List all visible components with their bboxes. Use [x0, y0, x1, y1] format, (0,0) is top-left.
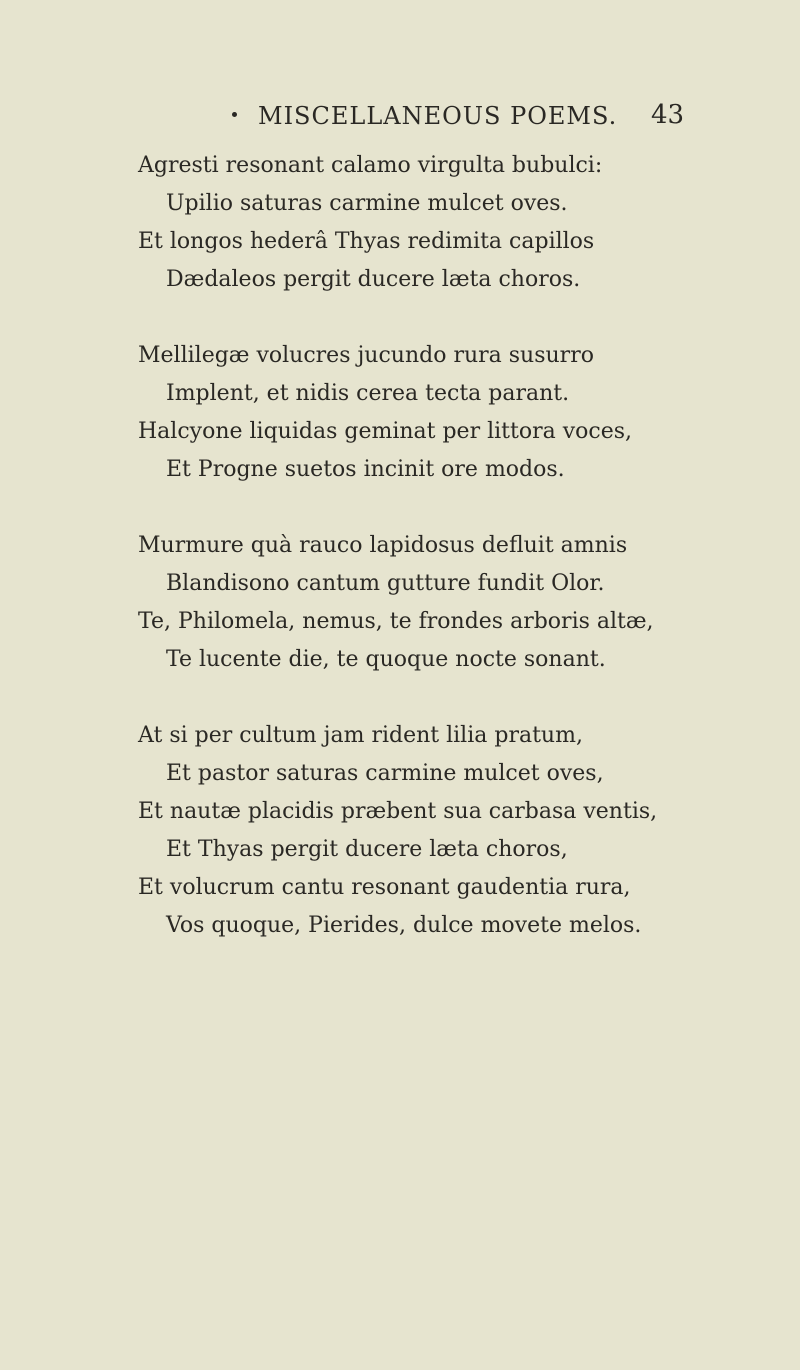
poem-line: Et longos hederâ Thyas redimita capillos: [138, 229, 595, 254]
poem-line: Et volucrum cantu resonant gaudentia rura,: [138, 875, 631, 900]
poem-line: Halcyone liquidas geminat per littora voces,: [138, 419, 633, 444]
poem-line: Te lucente die, te quoque nocte sonant.: [166, 647, 606, 672]
poem-line: Et pastor saturas carmine mulcet oves,: [166, 761, 604, 786]
poem-line: Dædaleos pergit ducere læta choros.: [166, 267, 581, 292]
poem-line: Upilio saturas carmine mulcet oves.: [166, 191, 568, 216]
poem-line: Implent, et nidis cerea tecta parant.: [166, 381, 570, 406]
poem-line: Blandisono cantum gutture fundit Olor.: [166, 571, 605, 596]
poem-line: Vos quoque, Pierides, dulce movete melos.: [166, 913, 642, 938]
poem-line: Et Progne suetos incinit ore modos.: [166, 457, 565, 482]
page-number: 43: [651, 100, 685, 130]
poem-line: Te, Philomela, nemus, te frondes arboris altæ,: [138, 609, 654, 634]
poem-line: At si per cultum jam rident lilia pratum,: [138, 723, 583, 748]
running-head: MISCELLANEOUS POEMS.: [258, 102, 618, 130]
poem-line: Et Thyas pergit ducere læta choros,: [166, 837, 568, 862]
stanza: [138, 337, 698, 489]
poem-line: Agresti resonant calamo virgulta bubulci:: [138, 153, 603, 178]
stanza: [138, 147, 698, 299]
poem-line: Et nautæ placidis præbent sua carbasa ventis,: [138, 799, 658, 824]
poem-body: [138, 147, 698, 983]
stanza: [138, 717, 698, 945]
bullet-mark: [232, 112, 237, 117]
poem-line: Murmure quà rauco lapidosus defluit amnis: [138, 533, 628, 558]
stanza: [138, 527, 698, 679]
poem-line: Mellilegæ volucres jucundo rura susurro: [138, 343, 594, 368]
